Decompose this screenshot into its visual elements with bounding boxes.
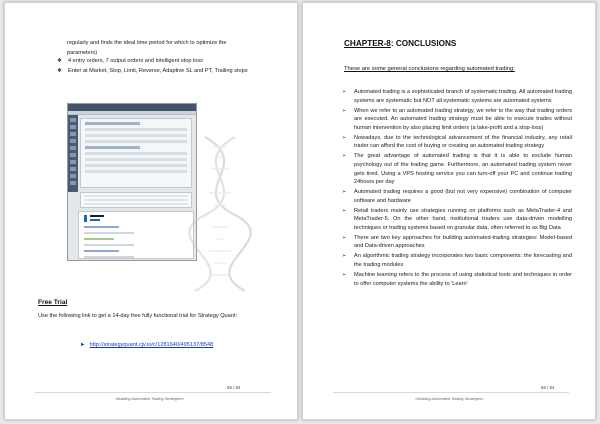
list-item [340, 88, 572, 105]
page-footer: «Building Automated Trading Strategies» [115, 397, 184, 401]
free-trial-text: Use the following link to get a 14-day free fully functional trial for Strategy Quant: [38, 313, 237, 319]
list-item [340, 134, 572, 151]
page-footer: «Building Automated Trading Strategies» [415, 397, 484, 401]
dna-helix-icon [175, 135, 270, 293]
arrow-bullet-icon: ➢ [342, 134, 347, 141]
list-item-text: An algorithmic trading strategy incorporates two basic components: the forecasting and the trading modules [354, 253, 572, 269]
arrow-bullet-icon: ➢ [342, 207, 347, 214]
chapter-heading [344, 39, 456, 48]
list-item-text: Automated trading is a sophisticated branch of systematic trading. All automated trading systems are systematic but NOT all systematic systems are automated systems [354, 89, 572, 104]
list-item-text: Machine learning refers to the process of using statistical tools and techniques in order to offer computer systems the ability to 'Learn' [354, 272, 572, 287]
list-item-text: Retail traders mainly use strategies running on platforms such as MetaTrader-4 and MetaTrader-5. On the other hand, institutional traders use data-driven modelling techniques or trading systems based on granular data, often referred to as Big Data [354, 207, 572, 231]
diamond-bullet-icon: ❖ [57, 58, 63, 64]
chapter-title: : CONCLUSIONS [390, 39, 457, 48]
arrow-bullet-icon: ➢ [342, 153, 347, 160]
list-item-text: There are two key approaches for building automated-trading strategies: Model-based and Data-driven approaches [354, 234, 572, 250]
arrow-bullet-icon: ➢ [342, 253, 347, 260]
continuation-line: parameters) [67, 49, 98, 56]
conclusions-intro: These are some general conclusions regarding automated trading: [344, 66, 515, 72]
page-number: 66 / 84 [541, 385, 555, 390]
list-item [340, 188, 572, 205]
arrow-bullet-icon: ➢ [342, 89, 347, 95]
conclusions-list [340, 88, 572, 290]
arrow-bullet-icon: ➢ [342, 272, 347, 278]
left-page [4, 2, 298, 420]
list-item [340, 252, 572, 269]
list-item [340, 152, 572, 186]
list-item-text: When we refer to an automated trading strategy, we refer to the way that trading orders are executed. An automated trading strategy must be able to execute trades without human intervention by also placing limit orders (a take-profit and a stop-loss) [354, 107, 572, 131]
strategyquant-logo-icon [84, 215, 106, 222]
list-item-text: Automated trading requires a good (but not very expensive) combination of computer software and hardware [354, 189, 572, 204]
arrow-bullet-icon: ➢ [342, 189, 347, 196]
list-item [340, 271, 572, 288]
diamond-bullet-icon: ❖ [57, 67, 63, 74]
list-item-text: 4 entry orders, 7 output orders and intelligent stop loss [68, 58, 203, 64]
screenshot-sidebar [68, 115, 78, 192]
list-item [57, 67, 275, 76]
list-item-text: Nowadays, due to the technological advancement of the financial industry, any retail trader can afford the cost of buying or creating an automated trading strategy [354, 134, 572, 150]
arrow-bullet-icon: ► [80, 342, 86, 348]
chapter-label: CHAPTER-8 [344, 39, 391, 48]
arrow-bullet-icon: ➢ [342, 107, 347, 114]
footer-divider [35, 392, 271, 393]
list-item [340, 234, 572, 251]
screenshot-menubar [68, 111, 196, 115]
list-item [57, 57, 275, 66]
screenshot-titlebar [68, 104, 196, 111]
list-item [340, 207, 572, 233]
free-trial-link-row [80, 342, 213, 348]
list-item-text: The great advantage of automated trading is that it is able to exclude human psychology out of the trading game. Furthermore, an automated trading system never gets tired. Using a VPS hosting service you can turn-off your PC and continue trading 24hours per day [354, 153, 572, 186]
free-trial-link[interactable]: http://strategyquant.cjv.io/c/1281640/495137/8548 [89, 342, 214, 348]
list-item-text: Enter at Market, Stop, Limit, Reverse, Adaptive SL and PT, Trailing stops [68, 67, 248, 74]
free-trial-heading: Free Trial [38, 299, 68, 306]
page-number: 65 / 84 [227, 385, 241, 390]
footer-divider [333, 392, 569, 393]
right-page [302, 2, 596, 420]
continuation-line: regularly and finds the ideal time period for which to optimize the [67, 40, 227, 46]
feature-list [57, 57, 275, 76]
continuation-text [67, 39, 273, 58]
arrow-bullet-icon: ➢ [342, 234, 347, 241]
list-item [340, 107, 572, 133]
